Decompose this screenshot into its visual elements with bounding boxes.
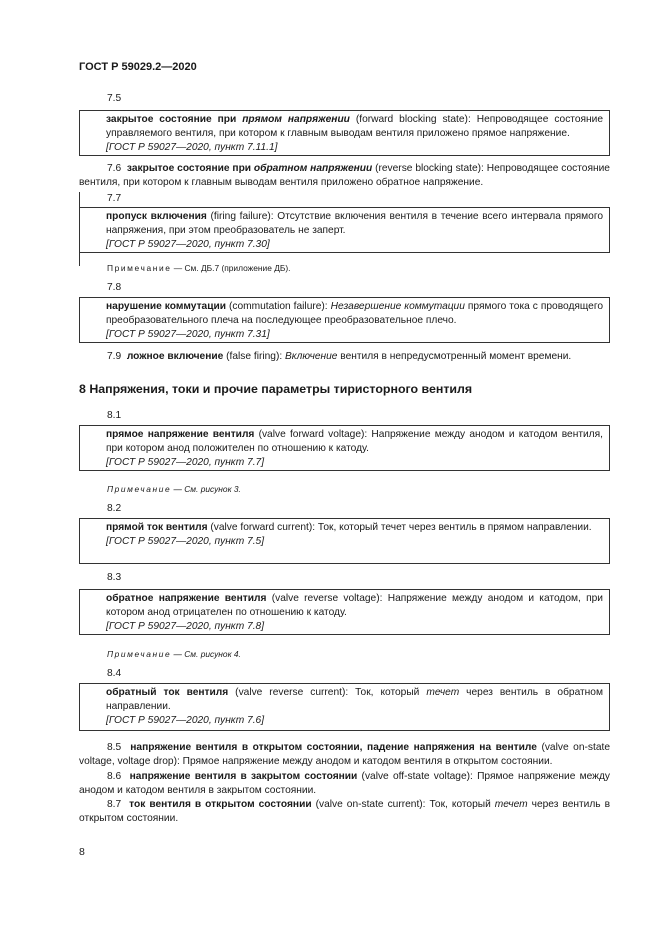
term-box-7-7 [79,207,610,253]
clause-number: 7.6 [107,163,122,174]
definition: (reverse blocking state): Непроводящее состояние вентиля, при котором к главным выводам вентиля приложено обратное напряжение. [79,163,610,188]
definition-rest: прямого тока с проводящего преобразовательного плеча на последующее преобразовательное плечо. [106,301,603,326]
clause-number: 7.5 [107,93,122,104]
definition: (false firing): [223,351,286,362]
section-heading: 8 Напряжения, токи и прочие параметры тиристорного вентиля [79,382,473,396]
term: ложное включение [126,351,224,362]
document-header: ГОСТ Р 59029.2—2020 [79,61,197,73]
term: прямой ток вентиля [106,522,208,533]
definition: (commutation failure): [226,301,331,312]
term-box-8-1 [79,425,610,471]
term: пропуск включения [106,211,207,222]
term-box-7-5 [79,110,610,156]
clause-number: 7.9 [107,351,122,362]
note-label: Примечание [107,484,172,494]
definition-rest: через вентиль в открытом состоянии. [79,799,611,824]
reference: [ГОСТ Р 59027—2020, пункт 7.5] [106,536,265,547]
term-italic: прямом напряжении [242,114,350,125]
definition: (valve forward current): Ток, который течет через вентиль в прямом направлении. [207,522,592,533]
clause-8-7 [79,798,610,826]
term: ток вентиля в открытом состоянии [129,799,312,810]
clause-number: 8.5 [107,742,122,753]
term: закрытое состояние при [126,163,254,174]
definition-italic: Незавершение коммутации [330,301,465,312]
term-box-8-4 [79,683,610,731]
clause-number: 8.3 [107,572,122,583]
note [107,647,241,661]
clause-number: 8.6 [107,771,122,782]
definition: (valve reverse voltage): Напряжение между анодом и катодом, при котором анод отрицателен по отношению к катоду. [106,593,603,618]
definition: (firing failure): Отсутствие включения вентиля в течение всего интервала прямого напряжения, при этом преобразователь не заперт. [106,211,603,236]
definition: (valve forward voltage): Напряжение между анодом и катодом вентиля, при котором анод положителен по отношению к катоду. [106,429,603,454]
term: прямое напряжение вентиля [106,429,255,440]
term: напряжение вентиля в открытом состоянии, падение напряжения на вентиле [130,742,537,753]
definition-italic: течет [426,687,460,698]
note-text: — См. рисунок 4. [171,649,241,659]
reference: [ГОСТ Р 59027—2020, пункт 7.6] [106,715,265,726]
clause-number: 7.7 [107,193,122,204]
clause-number: 8.1 [107,410,122,421]
reference: [ГОСТ Р 59027—2020, пункт 7.31] [106,329,270,340]
clause-number: 7.8 [107,282,122,293]
reference: [ГОСТ Р 59027—2020, пункт 7.8] [106,621,265,632]
term-box-8-2 [79,518,610,564]
definition-italic: течет [494,799,528,810]
note-label: Примечание [107,649,172,659]
clause-number: 8.7 [107,799,122,810]
reference: [ГОСТ Р 59027—2020, пункт 7.7] [106,457,265,468]
term: напряжение вентиля в закрытом состоянии [129,771,358,782]
definition-italic: Включение [285,351,338,362]
note [107,482,241,496]
note-label: Примечание [107,263,172,273]
reference: [ГОСТ Р 59027—2020, пункт 7.30] [106,239,270,250]
term-box-8-3 [79,589,610,635]
definition-rest: через вентиль в обратном направлении. [106,687,603,712]
term-italic: обратном напряжении [253,163,373,174]
definition: (valve reverse current): Ток, который [228,687,427,698]
clause-7-6 [79,162,610,190]
definition: (valve on-state voltage, voltage drop): Прямое напряжение между анодом и катодом вентиля в открытом состоянии. [79,742,610,767]
definition: (forward blocking state): Непроводящее состояние управляемого вентиля, при котором к главным выводам вентиля приложено прямое напряжение. [106,114,603,139]
definition-rest: вентиля в непредусмотренный момент времени. [337,351,572,362]
definition: (valve off-state voltage): Прямое напряжение между анодом и катодом вентиля в закрытом состоянии. [79,771,611,796]
page-number: 8 [79,846,85,858]
term: обратный ток вентиля [106,687,229,698]
clause-number: 8.2 [107,503,122,514]
clause-8-6 [79,770,610,798]
note [107,261,291,275]
note-text: — См. рисунок 3. [171,484,241,494]
clause-8-5 [79,741,610,769]
note-text: — См. ДБ.7 (приложение ДБ). [171,263,291,273]
term: нарушение коммутации [106,301,227,312]
clause-number: 8.4 [107,668,122,679]
clause-7-9 [79,350,610,364]
reference: [ГОСТ Р 59027—2020, пункт 7.11.1] [106,142,278,153]
term: закрытое состояние при [106,114,243,125]
term-box-7-8 [79,297,610,343]
definition: (valve on-state current): Ток, который [311,799,495,810]
term: обратное напряжение вентиля [106,593,267,604]
